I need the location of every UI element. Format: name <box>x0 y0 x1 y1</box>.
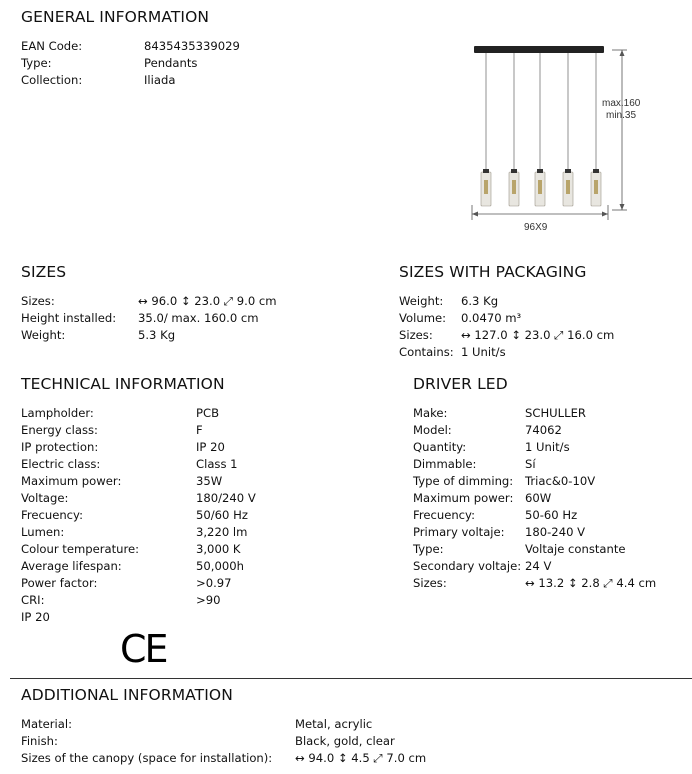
spec-value: 35W <box>196 474 223 488</box>
spec-value: ↔ 96.0 ↕ 23.0 ⤢ 9.0 cm <box>138 294 277 308</box>
pendant-gold-core <box>566 180 570 194</box>
spec-label: EAN Code: <box>21 39 83 53</box>
spec-row <box>413 490 692 507</box>
spec-value: 24 V <box>525 559 552 573</box>
spec-row <box>21 524 456 541</box>
spec-value: 0.0470 m³ <box>461 311 522 325</box>
spec-value: ↔ 13.2 ↕ 2.8 ⤢ 4.4 cm <box>525 576 657 590</box>
spec-value: Class 1 <box>196 457 238 471</box>
spec-label: Weight: <box>399 294 444 308</box>
canopy <box>474 46 604 53</box>
spec-value: Metal, acrylic <box>295 717 373 731</box>
spec-label: Colour temperature: <box>21 542 140 556</box>
pendant-gold-core <box>484 180 488 194</box>
spec-label: Model: <box>413 423 452 437</box>
spec-label: Lumen: <box>21 525 65 539</box>
spec-value: Iliada <box>144 73 176 87</box>
spec-label: Dimmable: <box>413 457 477 471</box>
spec-row <box>413 507 692 524</box>
spec-label: Type of dimming: <box>413 474 514 488</box>
spec-row <box>413 405 692 422</box>
spec-row <box>413 541 692 558</box>
pendant-cap <box>565 169 571 173</box>
spec-label: Collection: <box>21 73 83 87</box>
spec-label: Sizes of the canopy (space for installation): <box>21 751 273 765</box>
spec-value: 6.3 Kg <box>461 294 499 308</box>
driver-led-heading: DRIVER LED <box>413 375 508 393</box>
spec-row <box>399 344 692 361</box>
spec-row <box>21 55 404 72</box>
sizes-heading: SIZES <box>21 263 67 281</box>
spec-row <box>21 293 398 310</box>
spec-value: 3,000 K <box>196 542 241 556</box>
spec-row <box>413 456 692 473</box>
spec-row <box>21 609 456 626</box>
spec-row <box>21 592 456 609</box>
additional-information-heading: ADDITIONAL INFORMATION <box>21 686 233 704</box>
spec-label: Maximum power: <box>21 474 122 488</box>
spec-label: Average lifespan: <box>21 559 122 573</box>
spec-row <box>21 716 555 733</box>
spec-label: Make: <box>413 406 448 420</box>
spec-value: 8435435339029 <box>144 39 240 53</box>
spec-value: 50/60 Hz <box>196 508 248 522</box>
pendant-cap <box>483 169 489 173</box>
spec-value: 5.3 Kg <box>138 328 176 342</box>
spec-row <box>21 72 404 89</box>
spec-label: Contains: <box>399 345 454 359</box>
spec-value: Voltaje constante <box>525 542 626 556</box>
spec-row <box>21 575 456 592</box>
spec-row <box>21 327 398 344</box>
spec-value: 1 Unit/s <box>461 345 506 359</box>
spec-label: Voltage: <box>21 491 69 505</box>
spec-label: IP 20 <box>21 610 50 624</box>
spec-label: Frecuency: <box>21 508 83 522</box>
height-label-max: max.160 <box>602 98 641 109</box>
spec-row <box>21 422 456 439</box>
spec-label: Lampholder: <box>21 406 94 420</box>
product-dimension-drawing <box>462 40 682 240</box>
spec-row <box>21 439 456 456</box>
spec-label: Power factor: <box>21 576 98 590</box>
section-divider <box>10 678 692 679</box>
spec-value: 180/240 V <box>196 491 256 505</box>
general-information-heading: GENERAL INFORMATION <box>21 8 210 26</box>
spec-label: Type: <box>21 56 52 70</box>
technical-information-heading: TECHNICAL INFORMATION <box>21 375 225 393</box>
spec-value: >0.97 <box>196 576 232 590</box>
spec-value: SCHULLER <box>525 406 586 420</box>
spec-value: 50,000h <box>196 559 244 573</box>
spec-label: Primary voltaje: <box>413 525 505 539</box>
spec-value: IP 20 <box>196 440 225 454</box>
spec-value: ↔ 94.0 ↕ 4.5 ⤢ 7.0 cm <box>295 751 427 765</box>
spec-value: 60W <box>525 491 552 505</box>
spec-label: Energy class: <box>21 423 98 437</box>
spec-row <box>21 456 456 473</box>
spec-value: F <box>196 423 203 437</box>
spec-value: 180-240 V <box>525 525 586 539</box>
spec-label: Quantity: <box>413 440 467 454</box>
spec-label: Sizes: <box>21 294 55 308</box>
spec-label: Frecuency: <box>413 508 475 522</box>
spec-label: Sizes: <box>413 576 447 590</box>
spec-row <box>399 310 692 327</box>
spec-label: Volume: <box>399 311 447 325</box>
spec-row <box>21 507 456 524</box>
spec-row <box>413 524 692 541</box>
spec-row <box>399 327 692 344</box>
spec-value: ↔ 127.0 ↕ 23.0 ⤢ 16.0 cm <box>461 328 615 342</box>
spec-row <box>21 310 398 327</box>
spec-value: Black, gold, clear <box>295 734 395 748</box>
spec-row <box>413 473 692 490</box>
spec-row <box>413 422 692 439</box>
spec-label: Maximum power: <box>413 491 514 505</box>
height-label-min: min.35 <box>606 110 637 121</box>
spec-row <box>21 541 456 558</box>
spec-row <box>413 439 692 456</box>
spec-value: Sí <box>525 457 536 471</box>
spec-value: Pendants <box>144 56 198 70</box>
spec-row <box>413 575 692 592</box>
spec-label: Secondary voltaje: <box>413 559 522 573</box>
spec-row <box>399 293 692 310</box>
spec-row <box>21 405 456 422</box>
spec-value: PCB <box>196 406 220 420</box>
pendant-lamps <box>481 53 601 206</box>
pendant-gold-core <box>538 180 542 194</box>
spec-value: 3,220 lm <box>196 525 248 539</box>
pendant-cap <box>593 169 599 173</box>
spec-label: Weight: <box>21 328 66 342</box>
spec-row <box>21 38 404 55</box>
spec-label: Sizes: <box>399 328 433 342</box>
width-label: 96X9 <box>524 222 548 233</box>
pendant-cap <box>537 169 543 173</box>
pendant-gold-core <box>594 180 598 194</box>
pendant-cap <box>511 169 517 173</box>
pendant-gold-core <box>512 180 516 194</box>
spec-label: CRI: <box>21 593 45 607</box>
spec-label: Height installed: <box>21 311 117 325</box>
spec-row <box>21 750 555 767</box>
spec-value: >90 <box>196 593 221 607</box>
sizes-with-packaging-heading: SIZES WITH PACKAGING <box>399 263 587 281</box>
spec-label: Material: <box>21 717 73 731</box>
spec-value: Triac&0-10V <box>525 474 596 488</box>
spec-row <box>21 473 456 490</box>
spec-value: 74062 <box>525 423 562 437</box>
spec-row <box>21 490 456 507</box>
ce-mark: CE <box>120 627 167 671</box>
spec-label: Type: <box>413 542 444 556</box>
spec-row <box>21 558 456 575</box>
spec-value: 1 Unit/s <box>525 440 570 454</box>
spec-label: IP protection: <box>21 440 99 454</box>
spec-row <box>413 558 692 575</box>
spec-row <box>21 733 555 750</box>
spec-label: Finish: <box>21 734 58 748</box>
spec-value: 35.0/ max. 160.0 cm <box>138 311 259 325</box>
spec-value: 50-60 Hz <box>525 508 578 522</box>
spec-label: Electric class: <box>21 457 101 471</box>
